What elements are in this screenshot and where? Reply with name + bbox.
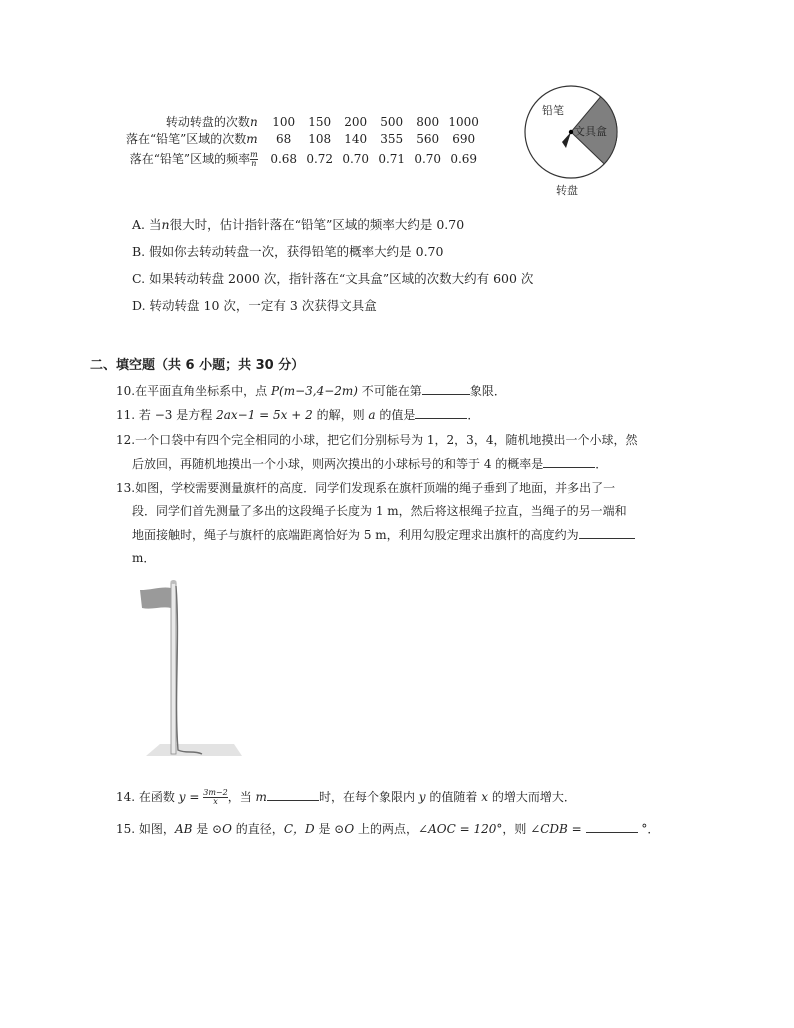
rope	[176, 586, 202, 754]
question-11: 11. 若 −3 是方程 2ax−1 = 5x + 2 的解，则 a 的值是 ．	[116, 408, 480, 422]
table-cell: 0.69	[450, 152, 478, 166]
answer-blank[interactable]	[579, 526, 635, 539]
table-cell: 0.72	[306, 152, 334, 166]
flagpole	[171, 582, 176, 754]
row-label: 落在“铅笔”区域的频率	[129, 152, 251, 166]
answer-blank[interactable]	[267, 788, 319, 801]
table-cell: 0.68	[270, 152, 298, 166]
option-b: B. 假如你去转动转盘一次，获得铅笔的概率大约是 0.70	[132, 244, 444, 259]
table-row	[126, 113, 482, 130]
table-cell: 800	[416, 114, 440, 129]
table-cell: 1000	[448, 114, 479, 129]
option-c: C. 如果转动转盘 2000 次，指针落在“文具盒”区域的次数大约有 600 次	[132, 271, 534, 286]
table-cell: 150	[308, 114, 332, 129]
row-var: n	[249, 115, 258, 129]
row-var: m	[246, 132, 258, 146]
row-fraction: $\frac{m}{n}$	[250, 150, 258, 168]
question-12: 12.一个口袋中有四个完全相同的小球，把它们分别标号为 1，2，3，4，随机地摸出一个小球，然	[116, 433, 638, 447]
answer-blank[interactable]	[543, 455, 595, 468]
table-cell: 355	[380, 131, 404, 146]
table-cell: 68	[276, 131, 292, 146]
table-cell: 560	[416, 131, 440, 146]
table-cell: 100	[272, 114, 296, 129]
function-fraction: $\frac{3m-2}{x}$	[203, 788, 228, 806]
section-title: 二、填空题（共 6 小题；共 30 分）	[90, 358, 305, 373]
label-pencil: 铅笔	[542, 104, 564, 117]
question-13-line2: 段．同学们首先测量了多出的这段绳子长度为 1 m，然后将这根绳子拉直，当绳子的另一端和	[132, 504, 627, 518]
flagpole-figure	[130, 578, 250, 763]
question-10: 10.在平面直角坐标系中，点 P(m−3,4−2m) 不可能在第 象限．	[116, 384, 506, 398]
ground-shadow	[146, 744, 242, 756]
row-label: 落在“铅笔”区域的次数	[126, 132, 247, 146]
spinner-figure	[516, 82, 626, 200]
table-row	[126, 130, 482, 147]
question-13-line3: 地面接触时，绳子与旗杆的底端距离恰好为 5 m，利用勾股定理求出旗杆的高度约为	[132, 526, 635, 543]
table-cell: 108	[308, 131, 332, 146]
row-label: 转动转盘的次数	[165, 115, 250, 129]
option-d: D. 转动转盘 10 次，一定有 3 次获得文具盒	[132, 298, 377, 313]
option-a: A. 当n很大时，估计指针落在“铅笔”区域的频率大约是 0.70	[132, 217, 465, 232]
table-cell: 500	[380, 114, 404, 129]
table-cell: 690	[452, 131, 476, 146]
flag	[140, 587, 171, 608]
table-cell: 0.70	[342, 152, 370, 166]
label-box: 文具盒	[574, 125, 607, 138]
table-row	[126, 147, 482, 171]
question-12-line2: 后放回，再随机地摸出一个小球，则两次摸出的小球标号的和等于 4 的概率是 ．	[132, 457, 608, 471]
table-cell: 0.70	[414, 152, 442, 166]
frequency-table	[126, 113, 482, 171]
question-13: 13.如图，学校需要测量旗杆的高度．同学们发现系在旗杆顶端的绳子垂到了地面，并多出了一	[116, 481, 616, 495]
table-cell: 0.71	[378, 152, 406, 166]
answer-blank[interactable]	[415, 406, 467, 419]
question-13-line4: m．	[132, 551, 156, 565]
question-14: 14. 在函数 y = $\frac{3m-2}{x}$ ，当 m 时，在每个象限内 y 的值随着 x 的增大而增大．	[116, 788, 576, 806]
question-15: 15. 如图，AB 是 ⊙O 的直径，C，D 是 ⊙O 上的两点，∠AOC = 120°，则 ∠CDB = °．	[116, 822, 660, 836]
answer-blank[interactable]	[422, 382, 470, 395]
spinner-caption: 转盘	[556, 184, 578, 197]
table-cell: 140	[344, 131, 368, 146]
answer-blank[interactable]	[586, 820, 638, 833]
table-cell: 200	[344, 114, 368, 129]
